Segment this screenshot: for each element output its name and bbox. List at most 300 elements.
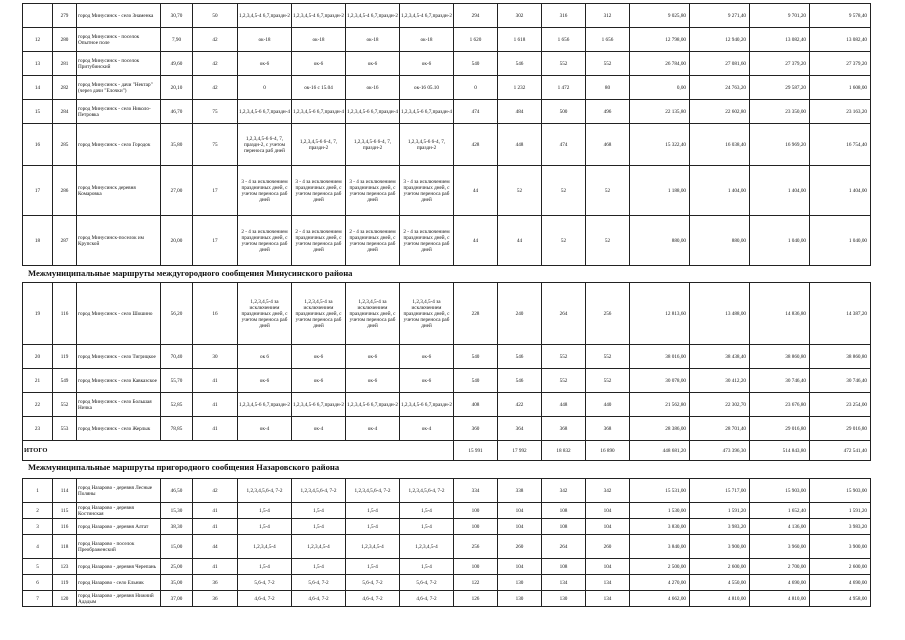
cell-v2: 3 983,20 [690,519,750,535]
cell-s1: 1,5-4 [238,519,292,535]
cell-r3: 342 [542,479,586,503]
cell-cap: 42 [193,52,238,76]
cell-s4: 1,5-4 [400,519,454,535]
cell-v1: 2 500,00 [630,559,690,575]
cell-s4: 1,2,3,4,5-4 за исключением праздничных дней, с учетом переноса раб дней [400,283,454,345]
cell-r4: 1 656 [586,28,630,52]
cell-v3: 23 676,80 [750,393,810,417]
cell-code: 116 [53,283,77,345]
cell-name: город Назарово - деревня Нижний Ададым [77,591,161,607]
cell-s1: 1,2,3,4,5,6-4, 7-2 [238,479,292,503]
cell-r2: 104 [498,503,542,519]
cell-v3: 15 903,00 [750,479,810,503]
cell-v3: 27 379,20 [750,52,810,76]
cell-n: 21 [23,369,53,393]
cell-r4: 260 [586,535,630,559]
cell-s4: ок-6 [400,345,454,369]
cell-v2: 22 302,70 [690,393,750,417]
cell-dist: 56,20 [161,283,193,345]
cell-r1: 100 [454,519,498,535]
cell-v3: 16 969,20 [750,124,810,166]
cell-r3: 108 [542,559,586,575]
cell-v3: 1 652,40 [750,503,810,519]
cell-r2: 104 [498,519,542,535]
cell-n: 18 [23,216,53,266]
cell-name: город Минусинск деревня Комаровка [77,166,161,216]
cell-v2: 27 081,60 [690,52,750,76]
cell-r2: 52 [498,166,542,216]
cell-s2: ок-18 [292,28,346,52]
cell-r3: 552 [542,345,586,369]
cell-v4: 15 903,00 [810,479,871,503]
minusinsk-intercity-table [22,282,871,461]
cell-s4: 1,5-4 [400,559,454,575]
cell-r4: 468 [586,124,630,166]
cell-s4: ок-6 [400,369,454,393]
cell-v1: 9 025,80 [630,4,690,28]
cell-v2: 13 488,00 [690,283,750,345]
cell-dist: 38,30 [161,519,193,535]
total-v2: 473 396,30 [690,441,750,461]
cell-r4: 104 [586,559,630,575]
cell-cap: 41 [193,369,238,393]
cell-v4: 2 600,00 [810,559,871,575]
cell-v1: 12 813,60 [630,283,690,345]
cell-s1: 1,2,3,4,5-6 6,7,праздн-4 [238,100,292,124]
cell-code: 552 [53,393,77,417]
cell-s1: 2 - 4 за исключением праздничных дней, с учетом переноса раб дней [238,216,292,266]
cell-cap: 41 [193,559,238,575]
cell-r1: 0 [454,76,498,100]
total-v4: 472 541,40 [810,441,871,461]
cell-s3: 1,2,3,4,5-4 6,7,праздн-2 [346,4,400,28]
cell-s2: 1,5-4 [292,503,346,519]
cell-cap: 36 [193,575,238,591]
cell-n: 2 [23,503,53,519]
total-v3: 514 843,80 [750,441,810,461]
cell-r1: 360 [454,417,498,441]
cell-r3: 448 [542,393,586,417]
cell-s1: ок-18 [238,28,292,52]
cell-v3: 4 136,00 [750,519,810,535]
cell-v2: 4 810,00 [690,591,750,607]
cell-r1: 228 [454,283,498,345]
table-row [23,100,871,124]
cell-cap: 16 [193,283,238,345]
cell-dist: 30,70 [161,4,193,28]
cell-dist: 49,60 [161,52,193,76]
cell-s4: ок-6 [400,52,454,76]
cell-name: город Назарово - деревня Лесные Поляны [77,479,161,503]
cell-cap: 41 [193,519,238,535]
cell-r3: 134 [542,575,586,591]
cell-code: 284 [53,100,77,124]
cell-r2: 338 [498,479,542,503]
cell-s2: ок-6 [292,369,346,393]
total-r1: 15 991 [454,441,498,461]
cell-v3: 29 587,20 [750,76,810,100]
cell-n: 17 [23,166,53,216]
cell-r3: 264 [542,283,586,345]
table-row [23,417,871,441]
cell-name: город Назарово - поселок Преображенский [77,535,161,559]
cell-code: 279 [53,4,77,28]
table-row [23,4,871,28]
table-row [23,479,871,503]
table-row [23,535,871,559]
cell-n: 15 [23,100,53,124]
cell-n: 5 [23,559,53,575]
cell-s3: ок-16 [346,76,400,100]
cell-dist: 37,00 [161,591,193,607]
cell-r2: 44 [498,216,542,266]
cell-s3: 1,2,3,4,5-4 [346,535,400,559]
cell-code: 286 [53,166,77,216]
cell-r2: 448 [498,124,542,166]
cell-v4: 1 404,00 [810,166,871,216]
cell-n: 6 [23,575,53,591]
cell-cap: 17 [193,216,238,266]
cell-cap: 42 [193,479,238,503]
cell-code: 118 [53,535,77,559]
cell-v1: 0,00 [630,76,690,100]
cell-s1: ок-6 [238,52,292,76]
total-row [23,441,871,461]
cell-r1: 428 [454,124,498,166]
cell-r4: 80 [586,76,630,100]
cell-r4: 52 [586,166,630,216]
cell-n: 23 [23,417,53,441]
cell-dist: 52,85 [161,393,193,417]
cell-code: 287 [53,216,77,266]
cell-v2: 12 940,20 [690,28,750,52]
cell-v3: 14 836,80 [750,283,810,345]
cell-name: город Минусинск - село Николо-Петровка [77,100,161,124]
cell-code: 549 [53,369,77,393]
cell-v3: 38 860,80 [750,345,810,369]
cell-dist: 15,30 [161,503,193,519]
total-r2: 17 992 [498,441,542,461]
total-r4: 16 890 [586,441,630,461]
table-row [23,76,871,100]
cell-r2: 546 [498,345,542,369]
cell-r2: 546 [498,52,542,76]
cell-name: город Минусинск - село Городок [77,124,161,166]
cell-dist: 55,70 [161,369,193,393]
cell-r1: 294 [454,4,498,28]
cell-cap: 42 [193,76,238,100]
cell-v4: 27 379,20 [810,52,871,76]
cell-r1: 1 620 [454,28,498,52]
cell-v4: 23 254,00 [810,393,871,417]
cell-v4: 4 690,00 [810,575,871,591]
cell-r3: 130 [542,591,586,607]
cell-cap: 17 [193,166,238,216]
cell-code: 115 [53,503,77,519]
cell-s2: 1,5-4 [292,519,346,535]
cell-r3: 552 [542,52,586,76]
cell-v3: 13 082,40 [750,28,810,52]
cell-r2: 104 [498,559,542,575]
cell-s4: ок-4 [400,417,454,441]
cell-s4: 3 - 4 за исключением праздничных дней, с учетом переноса раб дней [400,166,454,216]
cell-v3: 29 016,80 [750,417,810,441]
cell-n: 14 [23,76,53,100]
cell-code: 553 [53,417,77,441]
cell-v2: 24 763,20 [690,76,750,100]
cell-s4: 5,6-4, 7-2 [400,575,454,591]
cell-name: город Минусинск - село Шошино [77,283,161,345]
table-row [23,166,871,216]
cell-s2: 1,2,3,4,5-4 за исключением праздничных дней, с учетом переноса раб дней [292,283,346,345]
cell-v2: 30 412,20 [690,369,750,393]
table-row [23,369,871,393]
cell-dist: 78,85 [161,417,193,441]
cell-s4: 1,5-4 [400,503,454,519]
cell-cap: 36 [193,591,238,607]
cell-r4: 312 [586,4,630,28]
cell-name: город Назарово - деревня Алтат [77,519,161,535]
cell-n: 19 [23,283,53,345]
cell-s3: 1,2,3,4,5-6 6-4, 7, праздн-2 [346,124,400,166]
cell-cap: 41 [193,393,238,417]
cell-r4: 104 [586,503,630,519]
cell-s1: ок-6 [238,369,292,393]
cell-name: город Минусинск - село Жерлык [77,417,161,441]
cell-v2: 16 038,40 [690,124,750,166]
cell-v3: 23 350,00 [750,100,810,124]
cell-r4: 552 [586,52,630,76]
cell-v1: 15 322,40 [630,124,690,166]
cell-v2: 4 550,00 [690,575,750,591]
cell-code: 116 [53,519,77,535]
cell-code: 114 [53,479,77,503]
cell-r4: 134 [586,591,630,607]
cell-s3: 1,5-4 [346,559,400,575]
cell-name: город Минусинск - село Большая Ничка [77,393,161,417]
table-row [23,52,871,76]
cell-s4: ок-18 [400,28,454,52]
cell-s3: ок-6 [346,369,400,393]
table-row [23,575,871,591]
cell-r1: 256 [454,535,498,559]
cell-v1: 4 270,00 [630,575,690,591]
cell-v4: 13 082,40 [810,28,871,52]
cell-r1: 126 [454,591,498,607]
cell-s4: 4,6-4, 7-2 [400,591,454,607]
cell-r1: 540 [454,369,498,393]
cell-v4: 3 983,20 [810,519,871,535]
cell-r4: 104 [586,519,630,535]
cell-s1: 1,2,3,4,5-4 [238,535,292,559]
cell-v4: 29 016,80 [810,417,871,441]
cell-name: город Минусинск - поселок Притубинский [77,52,161,76]
cell-code: 119 [53,345,77,369]
cell-v3: 2 700,00 [750,559,810,575]
cell-dist: 15,00 [161,535,193,559]
cell-r1: 334 [454,479,498,503]
nazarovo-suburban-table [22,478,871,607]
cell-r2: 484 [498,100,542,124]
total-r3: 18 832 [542,441,586,461]
cell-v4: 16 754,40 [810,124,871,166]
cell-r2: 130 [498,591,542,607]
cell-s1: 5,6-4, 7-2 [238,575,292,591]
cell-code: 285 [53,124,77,166]
cell-s2: ок-16 с 15.04 [292,76,346,100]
cell-s3: ок-18 [346,28,400,52]
cell-v3: 1 404,00 [750,166,810,216]
cell-r3: 500 [542,100,586,124]
cell-s3: 1,2,3,4,5-6 6,7,праздн-4 [346,100,400,124]
cell-s1: 1,5-4 [238,503,292,519]
cell-s1: 1,2,3,4,5-6 6,7,праздн-2 [238,393,292,417]
cell-v4: 3 900,00 [810,535,871,559]
cell-v1: 21 562,80 [630,393,690,417]
cell-code: 119 [53,575,77,591]
cell-v3: 30 746,40 [750,369,810,393]
cell-cap: 41 [193,417,238,441]
cell-v2: 3 900,00 [690,535,750,559]
cell-cap: 75 [193,100,238,124]
cell-v4: 9 578,40 [810,4,871,28]
cell-v1: 30 078,00 [630,369,690,393]
cell-r2: 422 [498,393,542,417]
cell-n: 22 [23,393,53,417]
table-row [23,591,871,607]
cell-cap: 41 [193,503,238,519]
cell-v2: 1 404,00 [690,166,750,216]
cell-r4: 440 [586,393,630,417]
cell-cap: 42 [193,28,238,52]
cell-v1: 26 784,00 [630,52,690,76]
cell-s1: 3 - 4 за исключением праздничных дней, с учетом переноса раб дней [238,166,292,216]
cell-s1: 1,5-4 [238,559,292,575]
cell-r3: 52 [542,166,586,216]
cell-n: 7 [23,591,53,607]
cell-r2: 364 [498,417,542,441]
cell-r1: 100 [454,559,498,575]
cell-r3: 1 656 [542,28,586,52]
cell-r1: 540 [454,52,498,76]
cell-v3: 4 810,00 [750,591,810,607]
cell-s4: 1,2,3,4,5-6 6,7,праздн-2 [400,393,454,417]
cell-r2: 260 [498,535,542,559]
cell-r2: 240 [498,283,542,345]
total-v1: 448 681,20 [630,441,690,461]
cell-v2: 9 271,40 [690,4,750,28]
cell-n: 13 [23,52,53,76]
cell-s1: 1,2,3,4,5-4 6,7,праздн-2 [238,4,292,28]
cell-r3: 316 [542,4,586,28]
cell-n: 4 [23,535,53,559]
total-label: ИТОГО [23,441,454,461]
cell-s4: 1,2,3,4,5-4 [400,535,454,559]
cell-name: город Минусинск - дачи "Нектар" (через дачи "Елочки") [77,76,161,100]
cell-dist: 20,10 [161,76,193,100]
cell-s3: 4,6-4, 7-2 [346,591,400,607]
cell-v4: 30 746,40 [810,369,871,393]
cell-v3: 1 040,00 [750,216,810,266]
cell-r1: 44 [454,216,498,266]
cell-s2: 1,5-4 [292,559,346,575]
cell-r1: 100 [454,503,498,519]
table-row [23,559,871,575]
cell-name: город Минусинск - село Кавказское [77,369,161,393]
cell-r4: 552 [586,369,630,393]
cell-r4: 496 [586,100,630,124]
cell-s4: 1,2,3,4,5-4 6,7,праздн-2 [400,4,454,28]
cell-n: 1 [23,479,53,503]
cell-r3: 108 [542,519,586,535]
cell-s1: 4,6-4, 7-2 [238,591,292,607]
cell-r1: 44 [454,166,498,216]
cell-r2: 1 618 [498,28,542,52]
cell-r3: 368 [542,417,586,441]
cell-r4: 256 [586,283,630,345]
cell-s2: 1,2,3,4,5-4 [292,535,346,559]
section-title-nazarovo: Межмуниципальные маршруты пригородного сообщения Назаровского района [28,462,340,472]
cell-v3: 9 701,20 [750,4,810,28]
cell-v4: 4 958,00 [810,591,871,607]
cell-r4: 552 [586,345,630,369]
cell-cap: 30 [193,345,238,369]
table-row [23,28,871,52]
cell-s2: 4,6-4, 7-2 [292,591,346,607]
cell-v1: 3 830,00 [630,519,690,535]
cell-s3: ок-6 [346,52,400,76]
cell-dist: 7,90 [161,28,193,52]
cell-r2: 130 [498,575,542,591]
cell-s3: ок-4 [346,417,400,441]
cell-dist: 46,50 [161,479,193,503]
cell-s1: ок 6 [238,345,292,369]
cell-v1: 1 188,00 [630,166,690,216]
cell-cap: 75 [193,124,238,166]
cell-name: город Назарово - село Ельник [77,575,161,591]
cell-s2: 1,2,3,4,5,6-4, 7-2 [292,479,346,503]
cell-name: город Назарово - деревня Черепань [77,559,161,575]
cell-s2: 3 - 4 за исключением праздничных дней, с учетом переноса раб дней [292,166,346,216]
cell-s2: 5,6-4, 7-2 [292,575,346,591]
cell-r1: 122 [454,575,498,591]
cell-v4: 14 387,20 [810,283,871,345]
cell-cap: 50 [193,4,238,28]
cell-r2: 546 [498,369,542,393]
cell-r2: 1 232 [498,76,542,100]
cell-s1: 1,2,3,4,5-4 за исключением праздничных дней, с учетом переноса раб дней [238,283,292,345]
cell-v1: 38 016,00 [630,345,690,369]
cell-v4: 1 591,20 [810,503,871,519]
cell-v2: 2 600,00 [690,559,750,575]
cell-v3: 4 690,00 [750,575,810,591]
cell-v2: 38 438,40 [690,345,750,369]
cell-r3: 108 [542,503,586,519]
cell-v1: 3 840,00 [630,535,690,559]
cell-n: 12 [23,28,53,52]
cell-s2: 1,2,3,4,5-4 6,7,праздн-2 [292,4,346,28]
cell-s3: ок-6 [346,345,400,369]
cell-v2: 22 602,80 [690,100,750,124]
cell-s3: 1,2,3,4,5-4 за исключением праздничных дней, с учетом переноса раб дней [346,283,400,345]
cell-r4: 342 [586,479,630,503]
table-row [23,393,871,417]
cell-dist: 25,00 [161,559,193,575]
cell-name: город Минусинск-поселок им Крупской [77,216,161,266]
cell-s1: 0 [238,76,292,100]
cell-r4: 52 [586,216,630,266]
cell-n [23,4,53,28]
